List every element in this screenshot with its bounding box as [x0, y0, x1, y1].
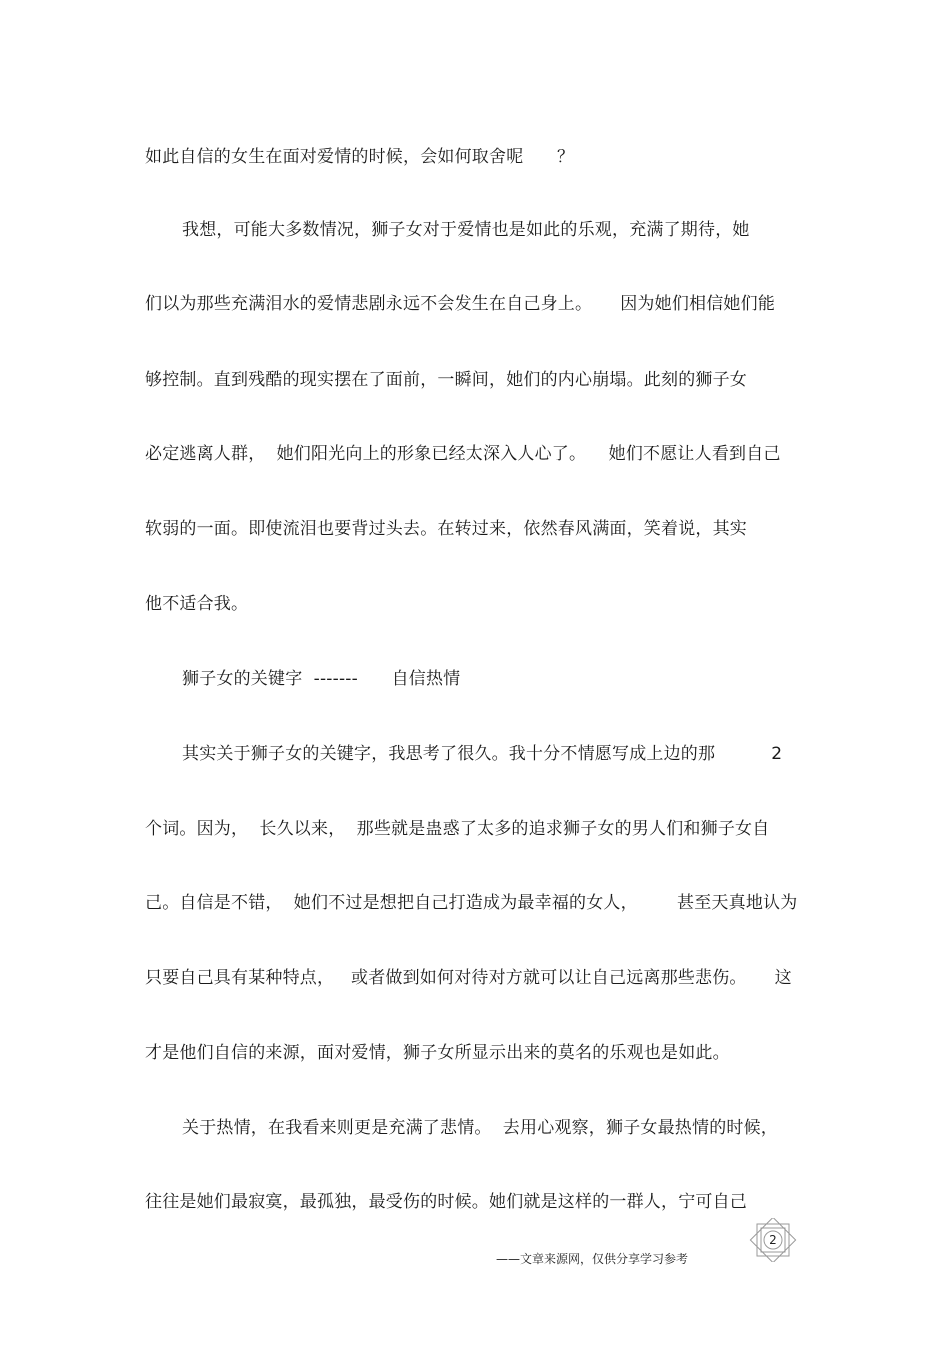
section-heading: 狮子女的关键字 ------- 自信热情 [182, 669, 461, 689]
paragraph-line: 只要自己具有某种特点， 或者做到如何对待对方就可以让自己远离那些悲伤。 这 [145, 968, 792, 988]
page-number: 2 [769, 1233, 777, 1247]
paragraph-line: 其实关于狮子女的关键字，我思考了很久。我十分不情愿写成上边的那 2 [182, 744, 783, 764]
paragraph-line: 关于热情，在我看来则更是充满了悲情。 去用心观察，狮子女最热情的时候， [182, 1118, 779, 1138]
paragraph-line: 必定逃离人群， 她们阳光向上的形象已经太深入人心了。 她们不愿让人看到自己 [145, 444, 781, 464]
paragraph-line: 己。自信是不错， 她们不过是想把自己打造成为最幸福的女人， 甚至天真地认为 [145, 893, 798, 913]
paragraph-line: 他不适合我。 [145, 594, 249, 614]
paragraph-line: 才是他们自信的来源，面对爱情，狮子女所显示出来的莫名的乐观也是如此。 [145, 1043, 730, 1063]
footer-source-text: ——文章来源网，仅供分享学习参考 [496, 1252, 689, 1266]
paragraph-line: 们以为那些充满泪水的爱情悲剧永远不会发生在自己身上。 因为她们相信她们能 [145, 294, 776, 314]
paragraph-line: 软弱的一面。即使流泪也要背过头去。在转过来，依然春风满面，笑着说，其实 [145, 519, 747, 539]
paragraph-line: 如此自信的女生在面对爱情的时候，会如何取舍呢 ？ [145, 147, 575, 167]
paragraph-line: 我想，可能大多数情况，狮子女对于爱情也是如此的乐观，充满了期待，她 [182, 220, 750, 240]
paragraph-line: 往往是她们最寂寞，最孤独，最受伤的时候。她们就是这样的一群人，宁可自己 [145, 1192, 747, 1212]
paragraph-line: 个词。因为， 长久以来， 那些就是蛊惑了太多的追求狮子女的男人们和狮子女自 [145, 819, 770, 839]
paragraph-line: 够控制。直到残酷的现实摆在了面前，一瞬间，她们的内心崩塌。此刻的狮子女 [145, 370, 747, 390]
page-number-badge [748, 1218, 798, 1262]
